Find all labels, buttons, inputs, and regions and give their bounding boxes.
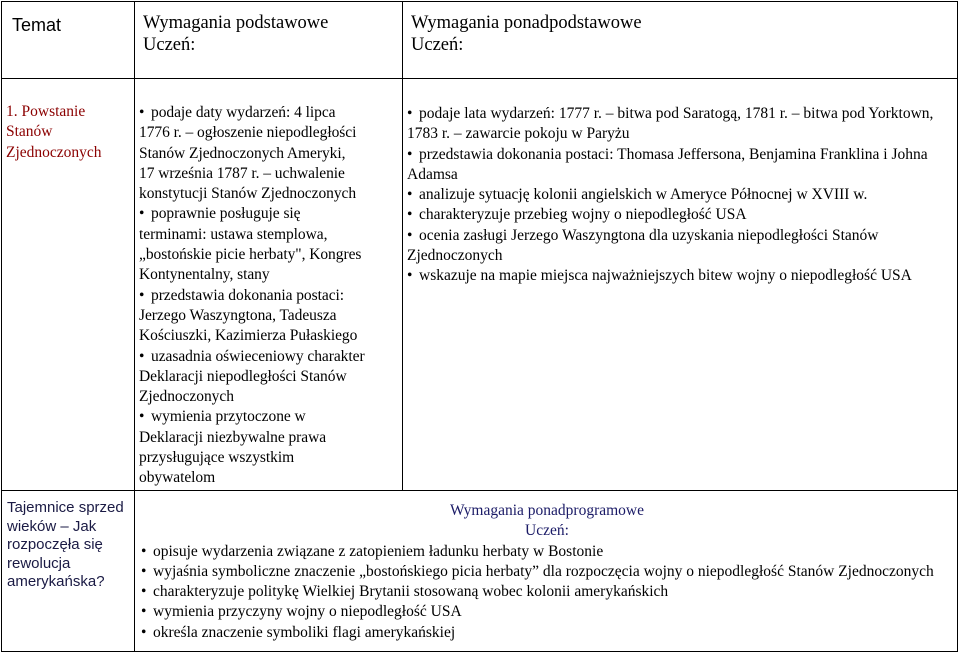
list-item-text: określa znaczenie symboliki flagi amerykańskiej [153, 623, 456, 641]
list-item [139, 347, 399, 408]
ponadprogramowe-sub: Uczeń: [525, 522, 569, 540]
bullet-icon: • [139, 286, 145, 304]
bullet-icon: • [407, 105, 413, 122]
list-item-text: podaje daty wydarzeń: 4 lipca 1776 r. – ogłoszenie niepodległości Stanów Zjednoczonych Ameryki, 17 września 1787 r. – uchwalenie konstytucji Stanów Zjednoczonych [139, 104, 357, 203]
requirements-table [1, 1, 958, 652]
bullet-icon: • [139, 408, 145, 426]
ponadprogramowe-list [141, 542, 953, 643]
list-item [141, 582, 953, 602]
tail-row [2, 491, 958, 652]
list-item-text: przedstawia dokonania postaci: Thomasa Jeffersona, Benjamina Franklina i Johna Adamsa [407, 145, 928, 183]
ponadpodstawowe-list [407, 104, 955, 287]
bullet-icon: • [407, 267, 413, 285]
bullet-icon: • [407, 206, 413, 224]
bullet-icon: • [141, 623, 147, 641]
list-item-text: charakteryzuje przebieg wojny o niepodległość USA [419, 206, 747, 224]
list-item-text: podaje lata wydarzeń: 1777 r. – bitwa pod Saratogą, 1781 r. – bitwa pod Yorktown, 1783 r. – zawarcie pokoju w Paryżu [407, 105, 934, 143]
list-item-text: ocenia zasługi Jerzego Waszyngtona dla uzyskania niepodległości Stanów Zjednoczonych [407, 226, 879, 265]
topic-title: 1. Powstanie Stanów Zjednoczonych [2, 79, 135, 491]
list-item [139, 286, 399, 347]
list-item [141, 623, 953, 643]
bullet-icon: • [141, 562, 147, 580]
header-ponadpodstawowe-title: Wymagania ponadpodstawowe [411, 13, 642, 33]
bullet-icon: • [141, 603, 147, 621]
list-item [407, 145, 955, 186]
header-ponadpodstawowe-sub: Uczeń: [411, 35, 464, 55]
bullet-icon: • [407, 186, 413, 204]
bullet-icon: • [141, 542, 147, 560]
ponadprogramowe-header [141, 501, 953, 542]
content-row [2, 79, 958, 491]
bullet-icon: • [141, 583, 147, 601]
list-item [407, 185, 955, 205]
ponadprogramowe-title: Wymagania ponadprogramowe [449, 502, 645, 519]
list-item [139, 103, 399, 204]
ponadpodstawowe-cell [403, 79, 958, 491]
podstawowe-list [139, 103, 399, 489]
list-item [139, 407, 399, 488]
list-item [407, 104, 955, 145]
list-item-text: wymienia przytoczone w Deklaracji niezbywalne prawa przysługujące wszystkim obywatelom [139, 408, 327, 487]
list-item [407, 205, 955, 225]
ponadprogramowe-cell [135, 491, 958, 652]
list-item [141, 562, 953, 582]
bullet-icon: • [139, 104, 145, 121]
list-item [407, 266, 955, 286]
tail-topic-title: Tajemnice sprzed wieków – Jak rozpoczęła się rewolucja amerykańska? [2, 491, 135, 652]
podstawowe-cell [135, 79, 403, 491]
list-item-text: analizuje sytuację kolonii angielskich w Ameryce Północnej w XVIII w. [419, 186, 868, 204]
header-ponadpodstawowe [403, 2, 958, 79]
bullet-icon: • [139, 347, 145, 365]
header-podstawowe-sub: Uczeń: [143, 35, 196, 55]
list-item [141, 602, 953, 622]
header-temat: Temat [2, 2, 135, 79]
list-item-text: wymienia przyczyny wojny o niepodległość USA [153, 603, 462, 621]
list-item-text: uzasadnia oświeceniowy charakter Deklaracji niepodległości Stanów Zjednoczonych [139, 347, 365, 406]
list-item [139, 204, 399, 285]
list-item-text: przedstawia dokonania postaci: Jerzego Waszyngtona, Tadeusza Kościuszki, Kazimierza Pułaskiego [139, 286, 358, 345]
header-row [2, 2, 958, 79]
list-item-text: wskazuje na mapie miejsca najważniejszych bitew wojny o niepodległość USA [419, 267, 912, 285]
list-item [141, 542, 953, 562]
bullet-icon: • [407, 145, 413, 163]
list-item-text: charakteryzuje politykę Wielkiej Brytanii stosowaną wobec kolonii amerykańskich [153, 583, 669, 601]
header-podstawowe-title: Wymagania podstawowe [143, 13, 329, 33]
list-item-text: wyjaśnia symboliczne znaczenie „bostońskiego picia herbaty” dla rozpoczęcia wojny o niepodległość Stanów Zjednoczonych [153, 562, 934, 580]
header-podstawowe [135, 2, 403, 79]
list-item [407, 226, 955, 267]
bullet-icon: • [407, 226, 413, 244]
list-item-text: poprawnie posługuje się terminami: ustawa stemplowa, „bostońskie picie herbaty", Kongres Kontynentalny, stany [139, 205, 362, 284]
bullet-icon: • [139, 205, 145, 223]
list-item-text: opisuje wydarzenia związane z zatopieniem ładunku herbaty w Bostonie [153, 542, 604, 560]
